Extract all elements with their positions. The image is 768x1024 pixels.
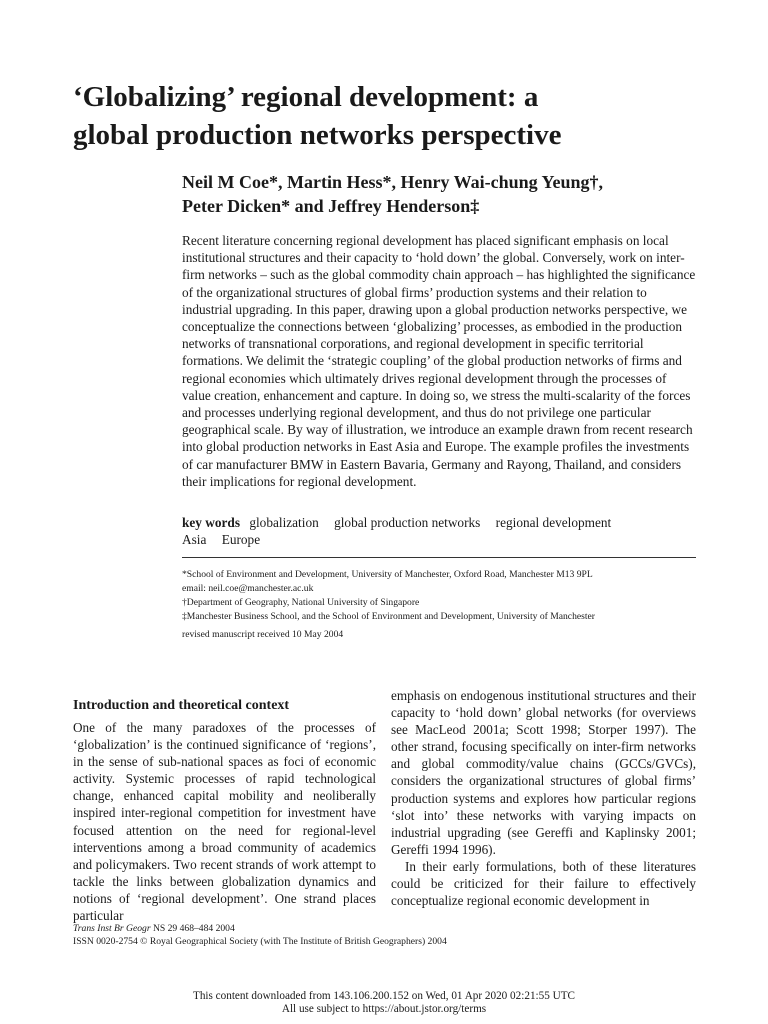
- left-column: [73, 719, 376, 924]
- keyword: globalization: [249, 515, 319, 530]
- journal-name: Trans Inst Br Geogr: [73, 923, 151, 934]
- section-heading: Introduction and theoretical context: [73, 698, 290, 713]
- issn-line: ISSN 0020-2754 © Royal Geographical Society (with The Institute of British Geographers) 2004: [73, 936, 447, 947]
- received-date: revised manuscript received 10 May 2004: [182, 629, 344, 640]
- keywords: [182, 514, 696, 548]
- divider-rule: [182, 557, 696, 558]
- keyword: Europe: [221, 532, 261, 548]
- affiliation: *School of Environment and Development, University of Manchester, Oxford Road, Manchester M13 9PL: [182, 569, 593, 580]
- affiliation: †Department of Geography, National University of Singapore: [182, 597, 420, 608]
- authors-line-1: Neil M Coe*, Martin Hess*, Henry Wai-chung Yeung†,: [182, 172, 603, 192]
- affiliations: [182, 568, 696, 624]
- download-notice: This content downloaded from 143.106.200.152 on Wed, 01 Apr 2020 02:21:55 UTC: [192, 990, 576, 1002]
- author-email: email: neil.coe@manchester.ac.uk: [182, 583, 314, 594]
- journal-volume: NS 29 468–484 2004: [150, 923, 235, 934]
- journal-reference: [73, 922, 713, 935]
- keyword: Asia: [182, 532, 207, 548]
- body-paragraph: One of the many paradoxes of the processes of ‘globalization’ is the continued significance of ‘regions’, in the sense of sub-national spaces as foci of economic activity. Systemic processes of rapid technological change, enhanced capital mobility and neoliberally inspired inter-regional competition for investment have focused attention on the need for regional-level interventions among a broad community of academics and policymakers. Two recent strands of work attempt to tackle the links between globalization dynamics and notions of ‘regional development’. One strand places particular: [73, 720, 376, 924]
- title-line-2: global production networks perspective: [73, 119, 562, 151]
- affiliation: ‡Manchester Business School, and the School of Environment and Development, University of Manchester: [182, 611, 595, 622]
- keyword: global production networks: [334, 515, 481, 530]
- body-paragraph: In their early formulations, both of these literatures could be criticized for their failure to effectively conceptualize regional economic development in: [391, 858, 696, 909]
- keywords-label: key words: [182, 515, 240, 530]
- terms-notice: All use subject to https://about.jstor.org/terms: [281, 1003, 487, 1015]
- journal-citation: [73, 922, 713, 948]
- body-paragraph: emphasis on endogenous institutional structures and their capacity to ‘hold down’ global networks (for overviews see MacLeod 2001a; Scott 1998; Storper 1997). The other strand, focusing specifically on inter-firm networks and global commodity/value chains (GCCs/GVCs), considers the organizational structures of global firms’ production systems and explores how particular regions ‘slot into’ these networks with varying impacts on industrial upgrading (see Gereffi and Kaplinsky 2001; Gereffi 1994 1996).: [391, 688, 696, 857]
- paper-title: [73, 78, 713, 154]
- abstract: Recent literature concerning regional development has placed significant emphasis on local institutional structures and their capacity to ‘hold down’ the global. Conversely, work on inter-firm networks – such as the global commodity chain approach – has highlighted the significance of the organizational structures of global firms’ production systems and their relation to industrial upgrading. In this paper, drawing upon a global production networks perspective, we conceptualize the connections between ‘globalizing’ processes, as embodied in the production networks of transnational corporations, and regional development in specific territorial formations. We delimit the ‘strategic coupling’ of the global production networks of firms and regional economies which ultimately drives regional development through the processes of value creation, enhancement and capture. In doing so, we stress the multi-scalarity of the forces and processes underlying regional development, and thus do not privilege one particular geographical scale. By way of illustration, we introduce an example drawn from recent research into global production networks in East Asia and Europe. The example profiles the investments of car manufacturer BMW in Eastern Bavaria, Germany and Rayong, Thailand, and considers their implications for regional development.: [182, 233, 696, 489]
- right-column: [391, 687, 696, 909]
- jstor-footer: [0, 990, 768, 1016]
- author-list: [182, 170, 742, 218]
- title-line-1: ‘Globalizing’ regional development: a: [73, 81, 539, 113]
- authors-line-2: Peter Dicken* and Jeffrey Henderson‡: [182, 196, 480, 216]
- keyword: regional development: [495, 515, 612, 530]
